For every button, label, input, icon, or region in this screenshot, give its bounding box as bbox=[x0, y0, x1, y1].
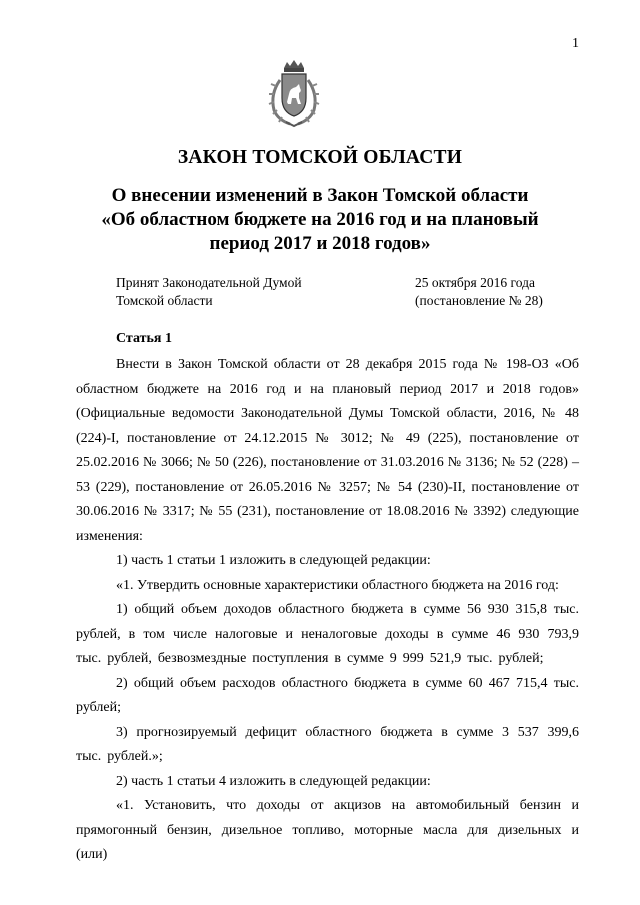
article-body bbox=[76, 353, 579, 868]
adoption-date bbox=[415, 274, 543, 309]
adopting-body-line: Томской области bbox=[116, 292, 213, 308]
article-title: Статья 1 bbox=[116, 331, 172, 346]
adoption-date-text: 25 октября 2016 года bbox=[415, 275, 535, 290]
adopting-body-line: Принят Законодательной Думой bbox=[116, 275, 302, 290]
tomsk-region-coat-of-arms-icon bbox=[266, 60, 322, 128]
article-paragraph: «1. Установить, что доходы от акцизов на автомобильный бензин и прямогонный бензин, дизельное топливо, моторные масла для дизельных и (или) bbox=[76, 798, 579, 862]
page-number: 1 bbox=[572, 36, 579, 51]
article-paragraph: 2) часть 1 статьи 4 изложить в следующей редакции: bbox=[116, 773, 431, 789]
article-paragraph: 1) часть 1 статьи 1 изложить в следующей редакции: bbox=[116, 553, 431, 568]
article-paragraph: «1. Утвердить основные характеристики областного бюджета на 2016 год: bbox=[116, 577, 559, 593]
article-paragraph: 1) общий объем доходов областного бюджета в сумме 56 930 315,8 тыс. рублей, в том числе налоговые и неналоговые доходы в сумме 46 930 793,9 тыс. рублей, безвозмездные поступления в сумме 9 999 521,9 тыс. рублей; bbox=[76, 602, 579, 666]
law-subtitle-line: период 2017 и 2018 годов» bbox=[209, 233, 431, 254]
article-paragraph: Внести в Закон Томской области от 28 декабря 2015 года № 198-ОЗ «Об областном бюджете на 2016 год и на плановый период 2017 и 2018 годов» (Официальные ведомости Законодательной Думы Томской области, 2016, № 48 (224)-I, постановление от 24.12.2015 № 3012; № 49 (225), постановление от 25.02.2016 № 3066; № 50 (226), постановление от 31.03.2016 № 3136; № 52 (228) – 53 (229), постановление от 26.05.2016 № 3257; № 54 (230)-II, постановление от 30.06.2016 № 3317; № 55 (231), постановление от 18.08.2016 № 3392) следующие изменения: bbox=[76, 357, 579, 544]
article-paragraph: 3) прогнозируемый дефицит областного бюджета в сумме 3 537 399,6 тыс. рублей.»; bbox=[76, 724, 579, 764]
article-paragraph: 2) общий объем расходов областного бюджета в сумме 60 467 715,4 тыс. рублей; bbox=[76, 675, 579, 715]
law-subtitle bbox=[80, 184, 560, 256]
adoption-resolution: (постановление № 28) bbox=[415, 292, 543, 308]
law-title: ЗАКОН ТОМСКОЙ ОБЛАСТИ bbox=[177, 147, 463, 168]
law-subtitle-line: «Об областном бюджете на 2016 год и на плановый bbox=[101, 209, 539, 230]
adopting-body bbox=[116, 274, 302, 309]
law-subtitle-line: О внесении изменений в Закон Томской области bbox=[111, 185, 529, 206]
